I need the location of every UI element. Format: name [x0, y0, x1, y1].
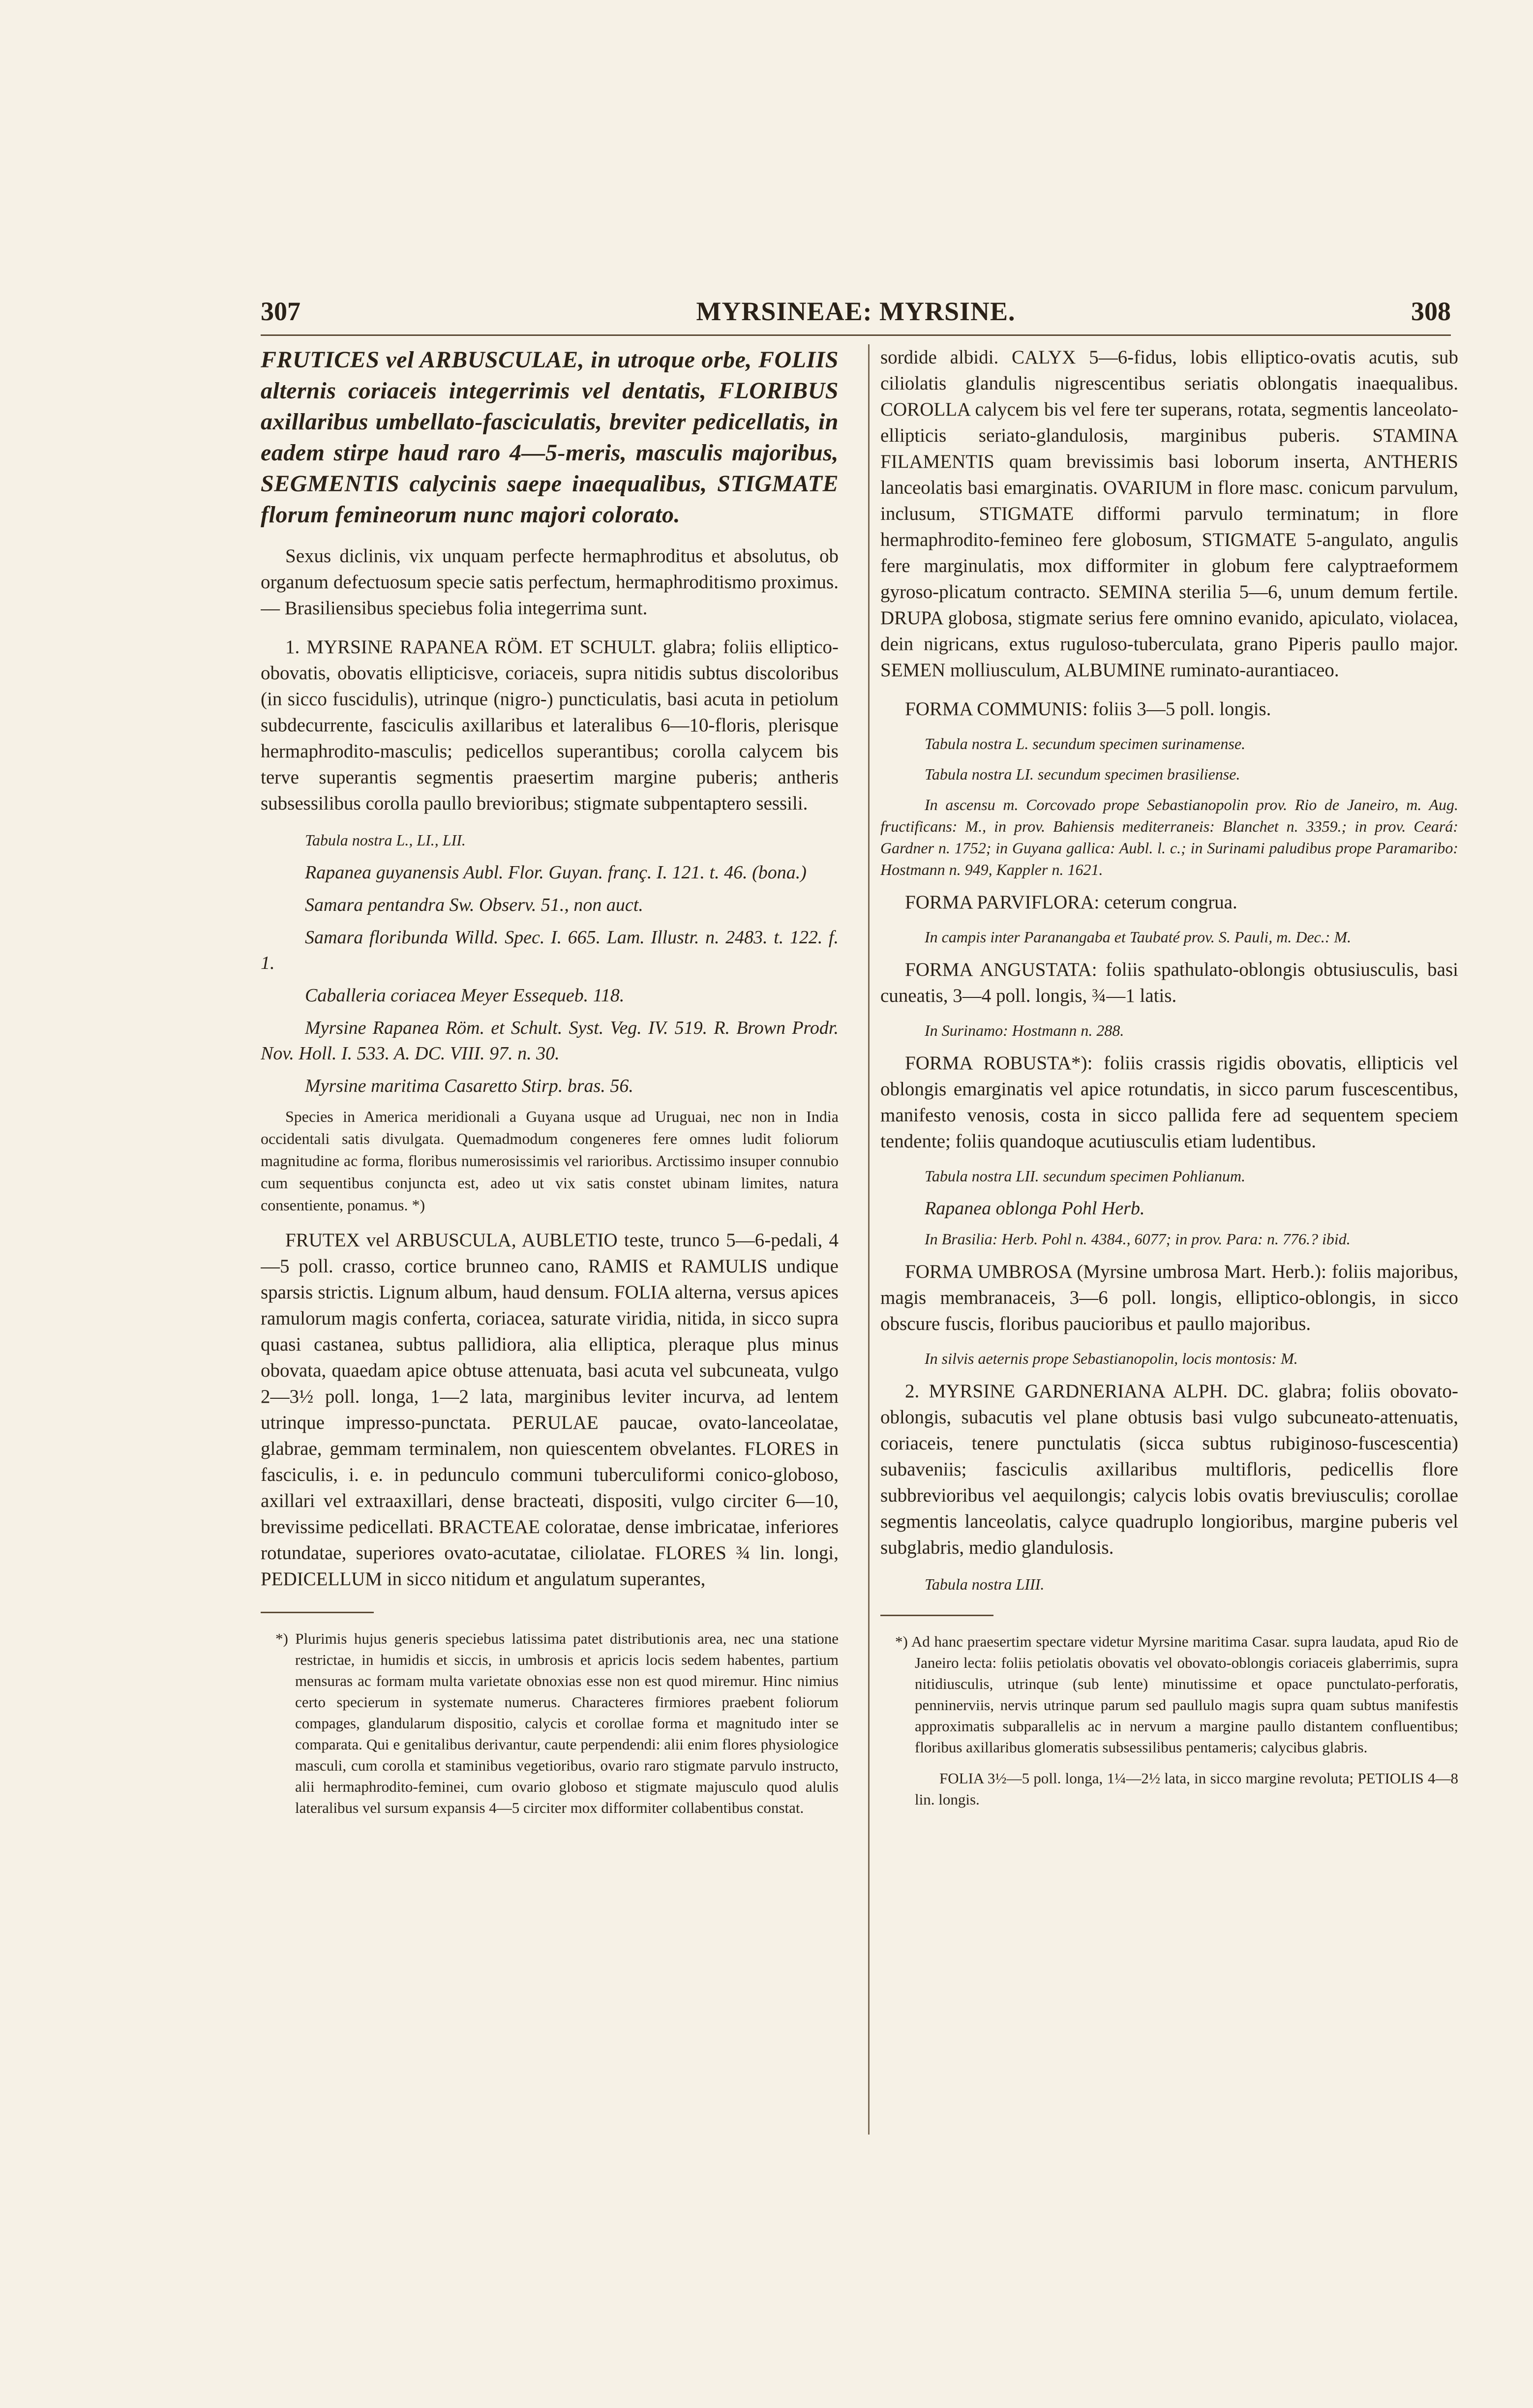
synonym-2: Samara pentandra Sw. Observ. 51., non auct.: [305, 895, 643, 915]
tabula-LI: Tabula nostra LI. secundum specimen brasiliense.: [925, 765, 1240, 783]
footnote-rule-right: [880, 1615, 993, 1616]
footnote-left: *) Plurimis hujus generis speciebus latissima patet distributionis area, nec una statione restrictae, in humidis et siccis, in umbrosis et apricis locis sedem habentes, partium mensuras ac formam multa varietate obnoxias esse non est quod miremur. Hinc nimius certo specierum in systemate numerus. Characteres firmiores praebent foliorum compages, glandularum dispositio, calycis et corollae forma et magnitudo inter se comparata. Qui e genitalibus derivantur, caute perpendendi: alii enim flores physiologice masculi, cum corolla et staminibus vegetioribus, ovario raro stigmate parvulo instructo, alii hermaphrodito-feminei, cum ovario globoso et stigmate majusculo quod alulis lateralibus vel sursum expansis 4—5 circiter mox difformiter collabentibus constat.: [275, 1630, 839, 1816]
forma-umbrosa: FORMA UMBROSA (Myrsine umbrosa Mart. Herb.): foliis majoribus, magis membranaceis, 3—6 poll. longis, elliptico-oblongis, in sicco obscure fuscis, floribus paucioribus et paullo majoribus.: [880, 1261, 1458, 1334]
synonym-1: Rapanea guyanensis Aubl. Flor. Guyan. franç. I. 121. t. 46. (bona.): [305, 862, 807, 883]
locality-parviflora: In campis inter Paranangaba et Taubaté prov. S. Pauli, m. Dec.: M.: [925, 928, 1352, 946]
running-header: [261, 294, 1451, 329]
locality-umbrosa: In silvis aeternis prope Sebastianopolin, locis montosis: M.: [925, 1350, 1298, 1367]
tabula-reference-1: Tabula nostra L., LI., LII.: [305, 831, 466, 849]
tabula-L: Tabula nostra L. secundum specimen surinamense.: [925, 735, 1246, 752]
forma-parviflora: FORMA PARVIFLORA: ceterum congrua.: [905, 892, 1237, 913]
synonym-5: Myrsine Rapanea Röm. et Schult. Syst. Veg. IV. 519. R. Brown Prodr. Nov. Holl. I. 533. A. DC. VIII. 97. n. 30.: [261, 1018, 839, 1064]
tabula-LII: Tabula nostra LII. secundum specimen Pohlianum.: [925, 1167, 1246, 1185]
description-continuation: sordide albidi. CALYX 5—6-fidus, lobis elliptico-ovatis acutis, sub ciliolatis glandulis nigrescentibus seriatis oblongatis inaequalibus. COROLLA calycem bis vel fere ter superans, rotata, segmentis lanceolato-ellipticis seriato-glandulosis, marginibus puberis. STAMINA FILAMENTIS quam brevissimis basi loborum inserta, ANTHERIS lanceolatis basi emarginatis. OVARIUM in flore masc. conicum parvulum, inclusum, STIGMATE difformi parvulo terminatum; in flore hermaphrodito-femineo fere globosum, STIGMATE 5-angulato, angulis fere marginulatis, mox difformiter in globum fere calyptraeformem gyroso-plicatum contracto. SEMINA sterilia 5—6, unum demum fertile. DRUPA globosa, stigmate serius fere omnino evanido, apiculato, violacea, dein nigricans, extus ruguloso-tuberculata, grano Piperis paullo major. SEMEN molliusculum, ALBUMINE ruminato-aurantiaceo.: [880, 347, 1458, 681]
frutex-description: FRUTEX vel ARBUSCULA, AUBLETIO teste, trunco 5—6-pedali, 4—5 poll. crasso, cortice brunneo cano, RAMIS et RAMULIS undique sparsis strictis. Lignum album, haud densum. FOLIA alterna, versus apices ramulorum magis conferta, coriacea, saturate viridia, nitida, in sicco supra quasi castanea, subtus pallidiora, alia elliptica, pleraque plus minus obovata, quaedam apice obtuse attenuata, basi acuta vel subcuneata, vulgo 2—3½ poll. longa, 1—2 lata, marginibus leviter incurva, ad lentem utrinque impresso-punctata. PERULAE paucae, ovato-lanceolatae, glabrae, gemmam terminalem, non quiescentem obvelantes. FLORES in fasciculis, i. e. in pedunculo communi tuberculiformi conico-globoso, axillari vel extraaxillari, dense bracteati, dispositi, vulgo circiter 6—10, brevissime pedicellati. BRACTEAE coloratae, dense imbricatae, inferiores rotundatae, superiores ovato-acutatae, ciliolatae. FLORES ¾ lin. longi, PEDICELLUM in sicco nitidum et angulatum superantes,: [261, 1230, 839, 1590]
tabula-LIII: Tabula nostra LIII.: [925, 1575, 1045, 1593]
species-2-diagnosis: 2. MYRSINE GARDNERIANA ALPH. DC. glabra; foliis obovato-oblongis, subacutis vel plane obtusis basi vulgo subcuneato-attenuatis, coriaceis, tenere punctulatis (sicca subtus rubiginoso-fuscescentia) subaveniis; fasciculis axillaribus multifloris, pedicellis flore subbrevioribus vel aequilongis; calycis lobis ovatis breviusculis; corollae segmentis lanceolatis, calyce quadruplo longioribus, margine puberis vel subglabris, medio glandulosis.: [880, 1381, 1458, 1558]
species-note: Species in America meridionali a Guyana usque ad Uruguai, nec non in India occidentali satis divulgata. Quemadmodum congeneres fere omnes ludit foliorum magnitudine ac forma, floribus numerosissimis vel rarioribus. Arctissimo insuper connubio cum sequentibus conjuncta est, adeo ut vix satis constet ubinam limites, natura consentiente, ponamus. *): [261, 1108, 839, 1214]
synonym-6: Myrsine maritima Casaretto Stirp. bras. 56.: [305, 1076, 633, 1096]
column-divider: [868, 344, 870, 2135]
species-1-diagnosis: 1. MYRSINE RAPANEA RÖM. ET SCHULT. glabra; foliis elliptico-obovatis, obovatis ellipticisve, coriaceis, supra nitidis subtus discoloribus (in sicco fuscidulis), utrinque (nigro-) puncticulatis, basi acuta in petiolum subdecurrente, fasciculis axillaribus et lateralibus 6—10-floris, plerisque hermaphrodito-masculis; pedicellos superantibus; corolla calycem bis terve superantis segmentis praesertim margine puberis; antheris subsessilibus corolla paullo brevioribus; stigmate subpentaptero sessili.: [261, 636, 839, 814]
synonym-3: Samara floribunda Willd. Spec. I. 665. Lam. Illustr. n. 2483. t. 122. f. 1.: [261, 927, 839, 973]
page-number-left: 307: [261, 297, 301, 326]
locality-communis: In ascensu m. Corcovado prope Sebastianopolin prov. Rio de Janeiro, m. Aug. fructificans: M., in prov. Bahiensis mediterraneis: Blanchet n. 3359.; in prov. Ceará: Gardner n. 1752; in Guyana gallica: Aubl. l. c.; in Surinami paludibus prope Paramaribo: Hostmann n. 949, Kappler n. 1621.: [880, 796, 1458, 878]
running-title: MYRSINEAE: MYRSINE.: [696, 297, 1016, 326]
forma-robusta: FORMA ROBUSTA*): foliis crassis rigidis obovatis, ellipticis vel oblongis emarginatis vel apice rotundatis, in sicco parum fuscescentibus, manifesto venosis, costa in sicco pallida fere ad sequentem speciem tendente; foliis quandoque acutiusculis etiam ludentibus.: [880, 1053, 1458, 1152]
synonym-4: Caballeria coriacea Meyer Essequeb. 118.: [305, 985, 625, 1006]
forma-communis: FORMA COMMUNIS: foliis 3—5 poll. longis.: [905, 698, 1271, 720]
right-column: [880, 344, 1458, 2125]
sexus-paragraph: Sexus diclinis, vix unquam perfecte hermaphroditus et absolutus, ob organum defectuosum specie satis perfectum, hermaphroditismo proximus. — Brasiliensibus speciebus folia integerrima sunt.: [261, 545, 839, 619]
header-rule: [261, 334, 1451, 336]
genus-intro: FRUTICES vel ARBUSCULAE, in utroque orbe, FOLIIS alternis coriaceis integerrimis vel dentatis, FLORIBUS axillaribus umbellato-fasciculatis, breviter pedicellatis, in eadem stirpe haud raro 4—5-meris, masculis majoribus, SEGMENTIS calycinis saepe inaequalibus, STIGMATE florum femineorum nunc majori colorato.: [261, 347, 839, 528]
footnote-rule-left: [261, 1612, 374, 1613]
page-number-right: 308: [1411, 297, 1451, 326]
forma-angustata: FORMA ANGUSTATA: foliis spathulato-oblongis obtusiusculis, basi cuneatis, 3—4 poll. longis, ¾—1 latis.: [880, 959, 1458, 1006]
rapanea-oblonga: Rapanea oblonga Pohl Herb.: [925, 1198, 1145, 1219]
footnote-right-folia: FOLIA 3½—5 poll. longa, 1¼—2½ lata, in sicco margine revoluta; PETIOLIS 4—8 lin. longis.: [915, 1770, 1458, 1808]
left-column: [261, 344, 839, 2125]
footnote-right: *) Ad hanc praesertim spectare videtur Myrsine maritima Casar. supra laudata, apud Rio de Janeiro lecta: foliis petiolatis obovatis vel obovato-oblongis coriaceis glaberrimis, supra nitidiusculis, utrinque (sub lente) minutissime et opace punctulato-perforatis, penninerviis, nervis utrinque parum sed paullulo magis supra quam subtus manifestis approximatis subparallelis ac in nervum a margine paullo distantem confluentibus; floribus axillaribus glomeratis subsessilibus pentameris; calycibus glabris.: [895, 1633, 1458, 1756]
locality-robusta: In Brasilia: Herb. Pohl n. 4384., 6077; in prov. Para: n. 776.? ibid.: [925, 1230, 1351, 1248]
locality-angustata: In Surinamo: Hostmann n. 288.: [925, 1022, 1124, 1039]
